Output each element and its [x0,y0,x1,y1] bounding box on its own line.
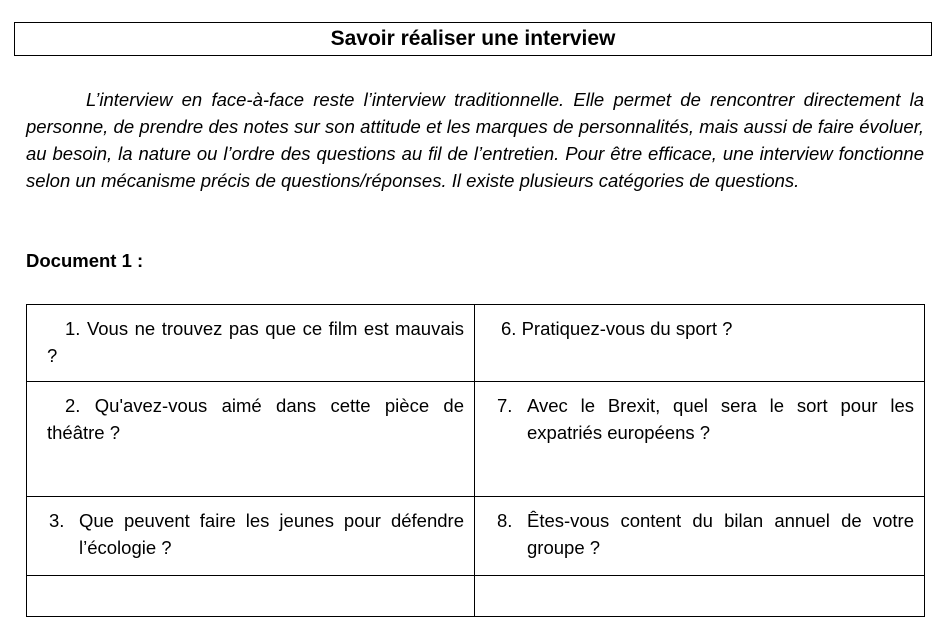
question-number: 1. [65,318,81,339]
questions-table [26,304,925,617]
table-row [27,497,925,576]
question-cell-empty [27,576,475,617]
question-number: 3. [49,510,65,531]
question-cell-empty [475,576,925,617]
table-row [27,576,925,617]
question-text: Qu'avez-vous aimé dans cette pièce de théâtre ? [47,395,465,443]
question-text: Pratiquez-vous du sport ? [521,318,733,339]
question-cell-6 [475,305,925,382]
question-cell-1 [27,305,475,382]
question-cell-7 [475,382,925,497]
table-row [27,305,925,382]
question-cell-2 [27,382,475,497]
page-title: Savoir réaliser une interview [14,22,932,56]
question-number: 8. [497,510,513,531]
intro-paragraph: L’interview en face-à-face reste l’interview traditionnelle. Elle permet de rencontrer directement la personne, de prendre des notes sur son attitude et les marques de personnalités, mais aussi de faire évoluer, au besoin, la nature ou l’ordre des questions au fil de l’entretien. Pour être efficace, une interview fonctionne selon un mécanisme précis de questions/réponses. Il existe plusieurs catégories de questions. [26,89,924,191]
question-number: 2. [65,395,81,416]
question-text: Avec le Brexit, quel sera le sort pour les expatriés européens ? [527,395,914,443]
question-cell-8 [475,497,925,576]
document-label: Document 1 : [26,250,144,271]
question-number: 7. [497,395,513,416]
question-text: Êtes-vous content du bilan annuel de votre groupe ? [527,510,914,558]
question-number: 6. [501,318,517,339]
question-text: Que peuvent faire les jeunes pour défendre l’écologie ? [79,510,464,558]
table-row [27,382,925,497]
question-text: Vous ne trouvez pas que ce film est mauvais ? [47,318,464,366]
question-cell-3 [27,497,475,576]
